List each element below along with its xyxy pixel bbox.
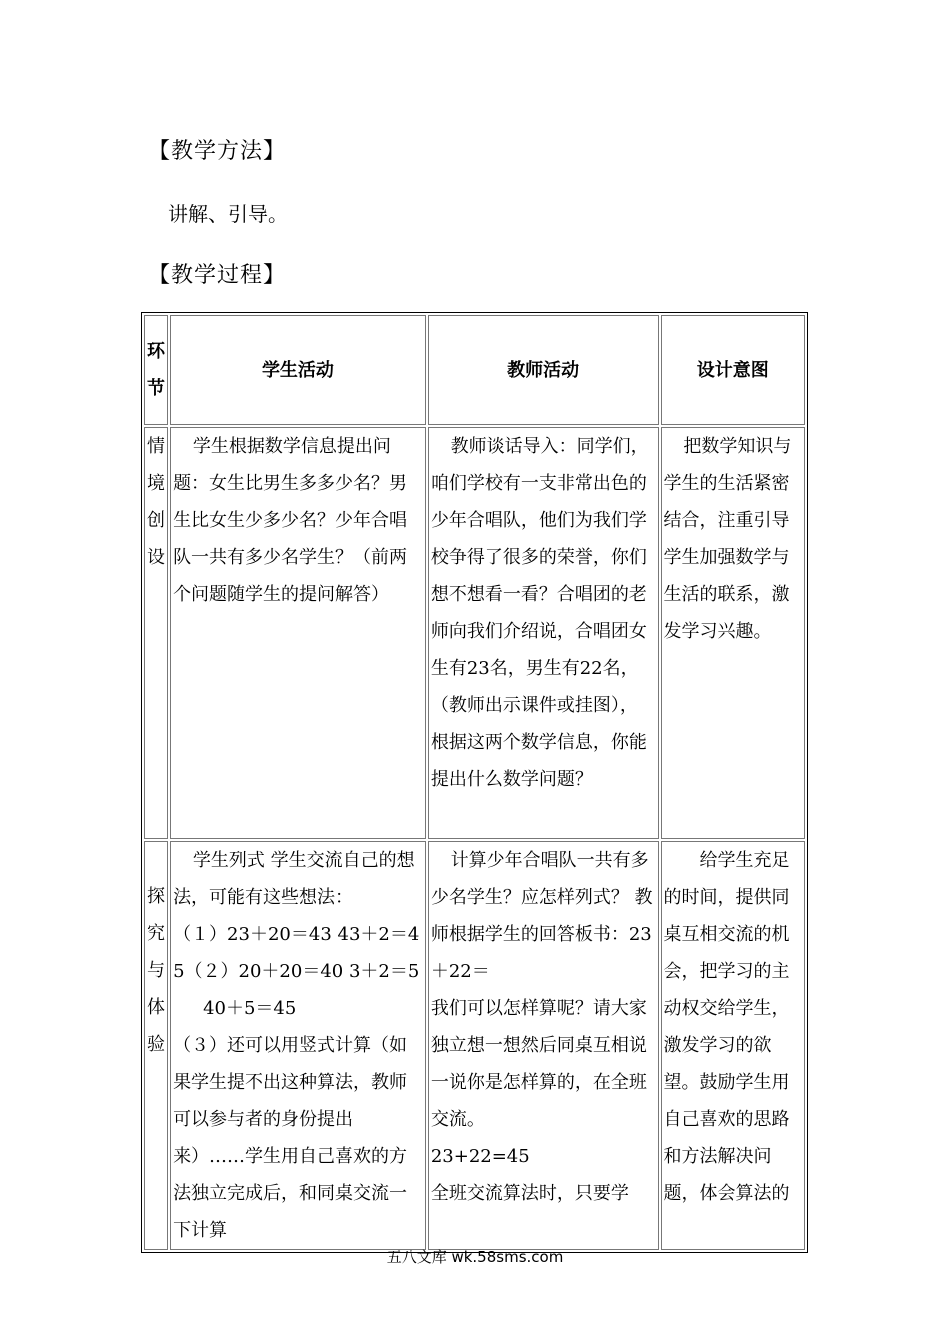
student-line: 学生列式 学生交流自己的想法，可能有这些想法： — [173, 850, 415, 908]
header-student-activity: 学生活动 — [170, 315, 426, 425]
table-row — [144, 841, 805, 1250]
teaching-method-heading: 【教学方法】 — [148, 139, 287, 164]
row-design-intent: 给学生充足的时间，提供同桌互相交流的机会，把学习的主动权交给学生，激发学习的欲望。鼓励学生用自己喜欢的思路和方法解决问题，体会算法的 — [661, 841, 805, 1250]
header-teacher-activity: 教师活动 — [428, 315, 659, 425]
teaching-method-text: 讲解、引导。 — [168, 202, 288, 226]
student-line: （１）23＋20＝43 43＋2＝45（２）20＋20＝40 3＋2＝5 — [173, 924, 420, 982]
row-design-intent: 把数学知识与学生的生活紧密结合，注重引导学生加强数学与生活的联系，激发学习兴趣。 — [661, 427, 805, 839]
row-stage: 探究与体验 — [144, 841, 168, 1250]
row-stage: 情境创设 — [144, 427, 168, 839]
row-student-activity — [170, 841, 426, 1250]
header-stage: 环节 — [144, 315, 168, 425]
teacher-line: 计算少年合唱队一共有多少名学生？应怎样列式？ 教师根据学生的回答板书：23＋22＝ — [430, 850, 653, 982]
table-row — [144, 427, 805, 839]
teaching-process-heading: 【教学过程】 — [148, 263, 287, 288]
footer-watermark: 五八文库 wk.58sms.com — [386, 1248, 564, 1266]
student-line: 40＋5＝45 — [203, 998, 297, 1019]
student-line: （３）还可以用竖式计算（如果学生提不出这种算法，教师可以参与者的身份提出来）……学生用自己喜欢的方法独立完成后，和同桌交流一下计算 — [173, 1035, 408, 1241]
row-teacher-activity — [428, 841, 659, 1250]
teacher-line: 全班交流算法时，只要学 — [430, 1183, 629, 1204]
row-student-activity: 学生根据数学信息提出问题：女生比男生多多少名？男生比女生少多少名？少年合唱队一共有多少名学生？（前两个问题随学生的提问解答） — [170, 427, 426, 839]
teacher-line: 我们可以怎样算呢？请大家独立想一想然后同桌互相说一说你是怎样算的，在全班交流。 — [430, 998, 647, 1130]
header-design-intent: 设计意图 — [661, 315, 805, 425]
row-teacher-activity: 教师谈话导入：同学们，咱们学校有一支非常出色的少年合唱队，他们为我们学校争得了很多的荣誉，你们想不想看一看？合唱团的老师向我们介绍说，合唱团女生有23名，男生有22名，（教师出示课件或挂图），根据这两个数学信息，你能提出什么数学问题？ — [428, 427, 659, 839]
table-header-row — [144, 315, 805, 425]
lesson-plan-table — [141, 312, 808, 1253]
teacher-line: 23+22=45 — [430, 1146, 530, 1167]
